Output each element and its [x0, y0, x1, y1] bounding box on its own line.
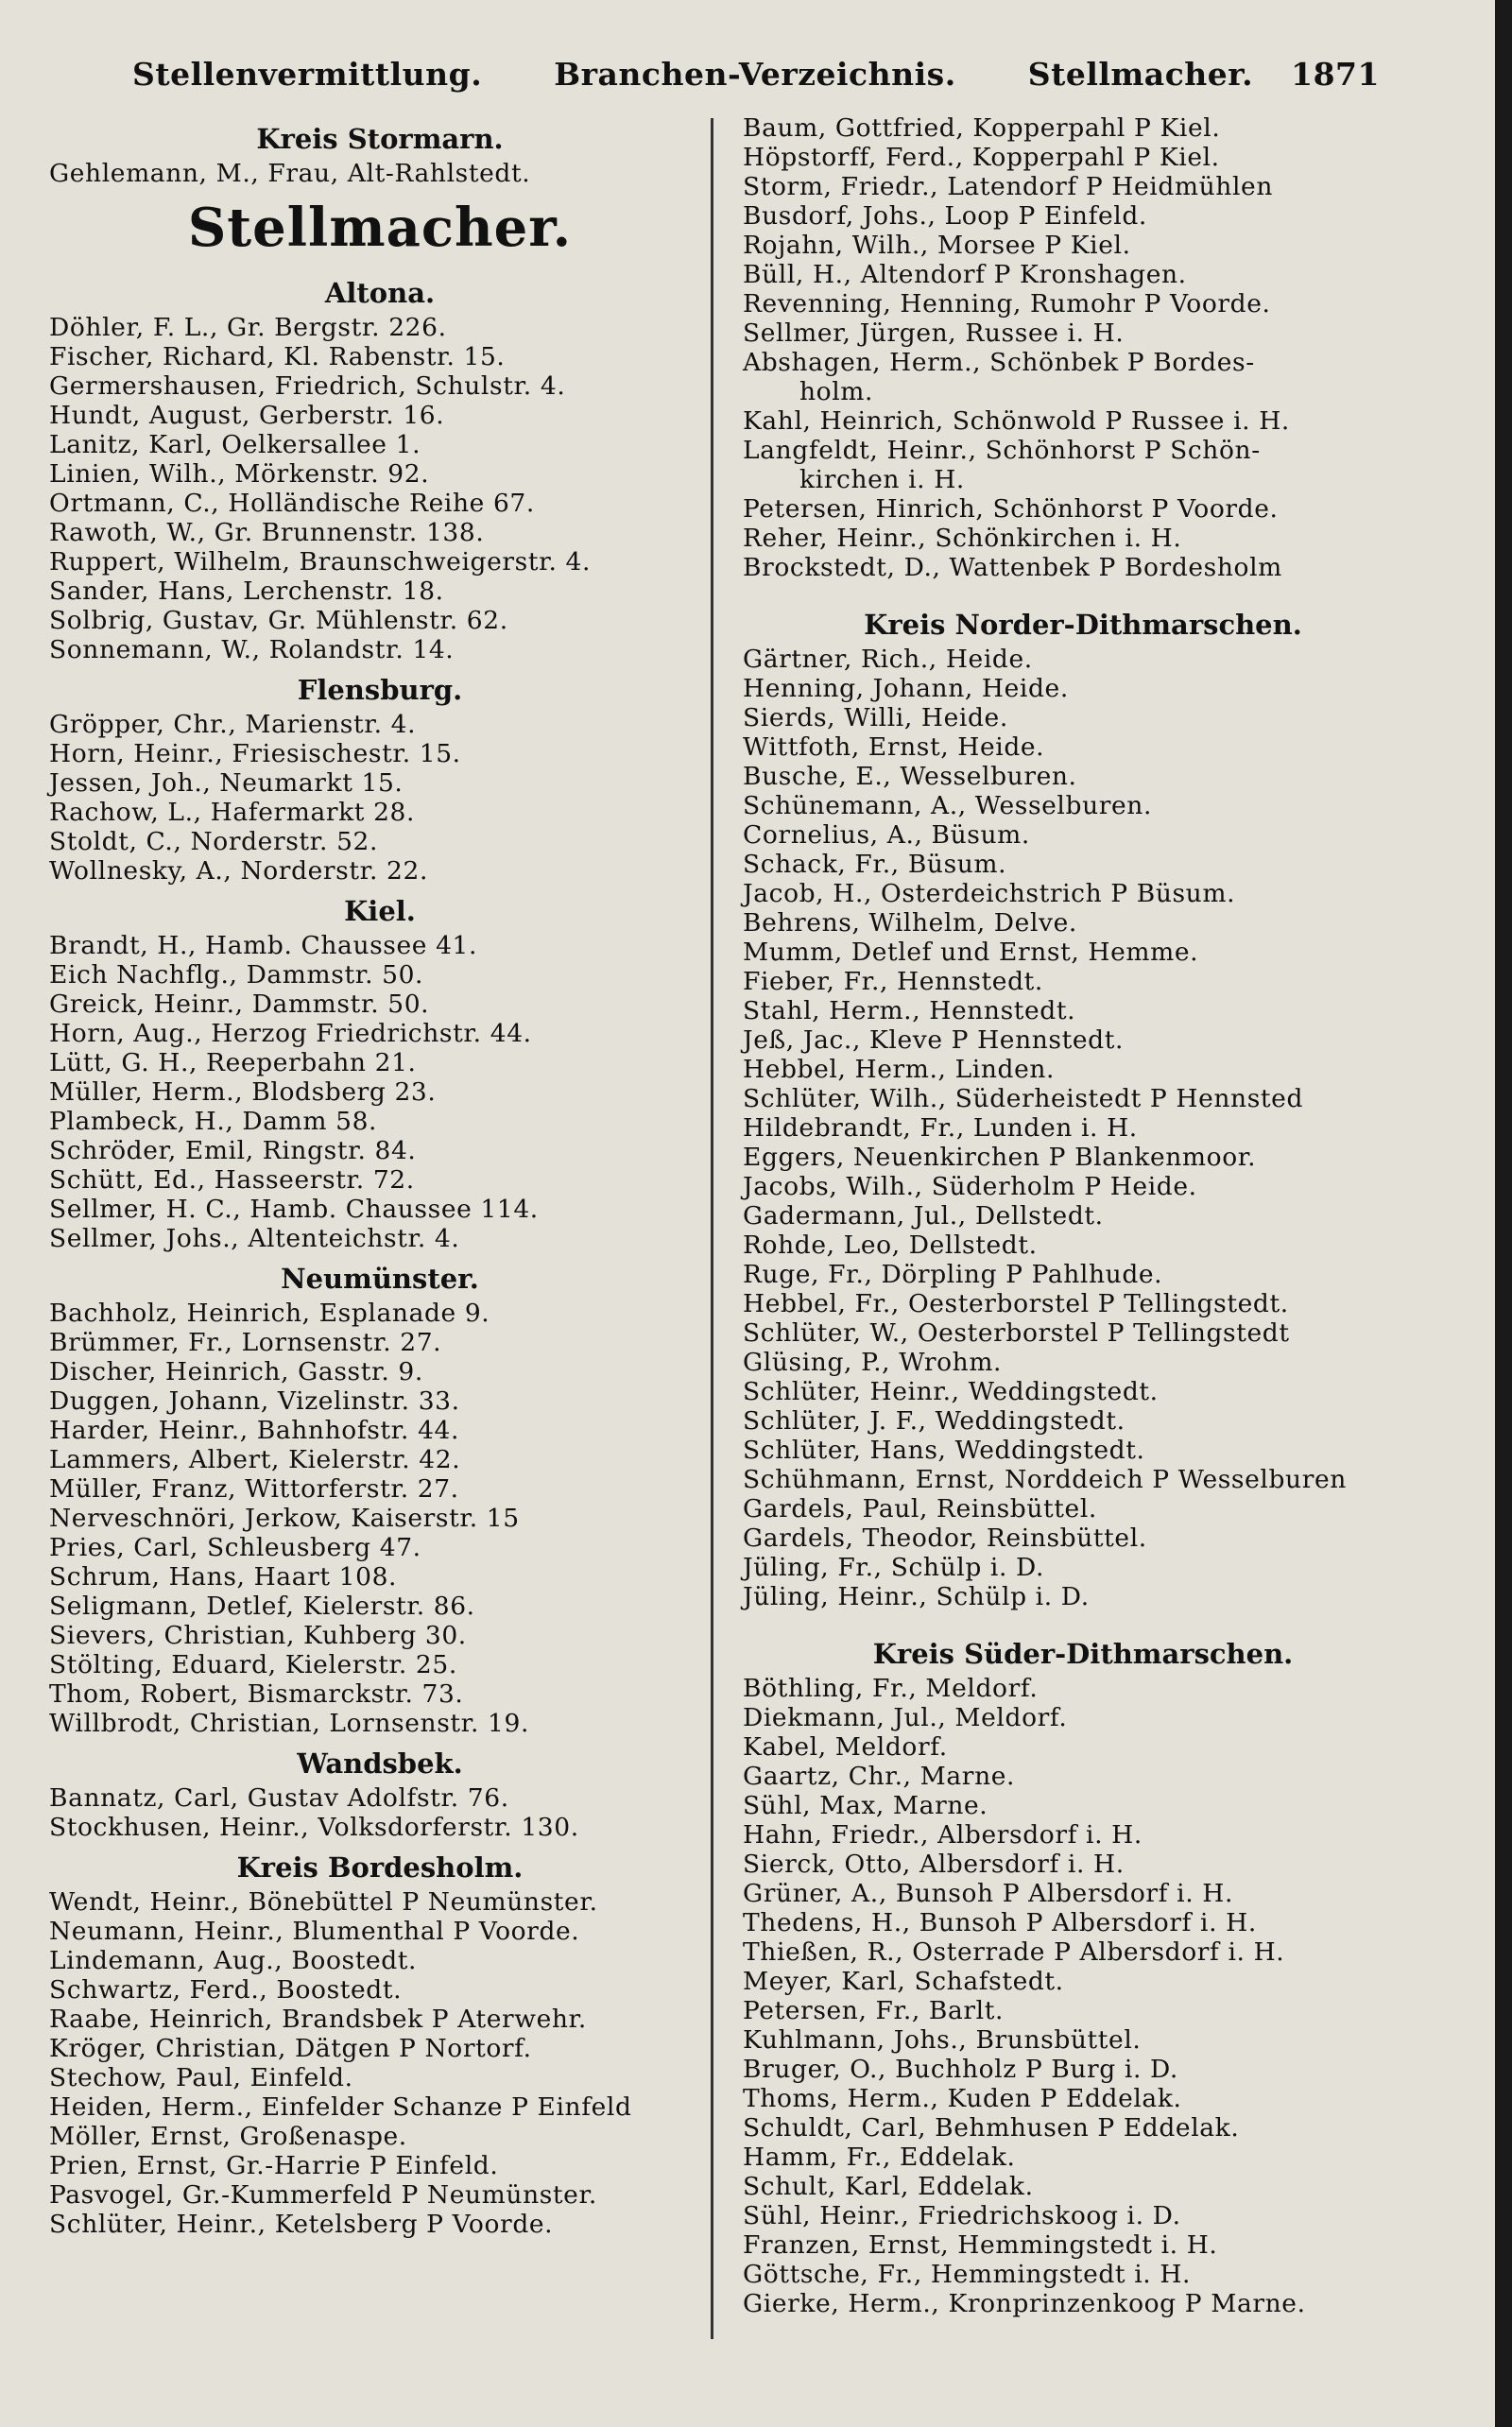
directory-entry: Sellmer, Johs., Altenteichstr. 4.	[49, 1224, 460, 1253]
section-title: Neumünster.	[281, 1263, 479, 1295]
directory-entry: Hebbel, Herm., Linden.	[743, 1055, 1056, 1084]
directory-entry: Thoms, Herm., Kuden P Eddelak.	[743, 2084, 1182, 2113]
directory-entry: Schwartz, Ferd., Boostedt.	[49, 1975, 403, 2005]
directory-entry: Böthling, Fr., Meldorf.	[743, 1674, 1039, 1703]
directory-entry: Linien, Wilh., Mörkenstr. 92.	[49, 459, 430, 489]
directory-entry: Sühl, Heinr., Friedrichskoog i. D.	[743, 2201, 1181, 2230]
directory-entry: Sellmer, H. C., Hamb. Chaussee 114.	[49, 1195, 539, 1224]
directory-entry: Gehlemann, M., Frau, Alt-Rahlstedt.	[49, 159, 531, 188]
directory-entry: Thießen, R., Osterrade P Albersdorf i. H.	[743, 1937, 1285, 1967]
directory-entry: Bachholz, Heinrich, Esplanade 9.	[49, 1299, 490, 1328]
directory-entry: Möller, Ernst, Großenaspe.	[49, 2122, 407, 2151]
directory-entry: Brandt, H., Hamb. Chaussee 41.	[49, 931, 478, 960]
directory-entry: Hamm, Fr., Eddelak.	[743, 2143, 1016, 2172]
directory-entry: Glüsing, P., Wrohm.	[743, 1348, 1003, 1377]
directory-entry: Neumann, Heinr., Blumenthal P Voorde.	[49, 1917, 580, 1946]
directory-entry: Duggen, Johann, Vizelinstr. 33.	[49, 1386, 460, 1416]
directory-entry: Jessen, Joh., Neumarkt 15.	[49, 768, 404, 798]
directory-entry: Harder, Heinr., Bahnhofstr. 44.	[49, 1416, 460, 1445]
directory-entry: Schrum, Hans, Haart 108.	[49, 1562, 398, 1592]
directory-entry: Germershausen, Friedrich, Schulstr. 4.	[49, 371, 566, 401]
directory-entry: Bruger, O., Buchholz P Burg i. D.	[743, 2055, 1178, 2084]
directory-entry: Büll, H., Altendorf P Kronshagen.	[743, 260, 1187, 289]
directory-entry: Schlüter, Heinr., Weddingstedt.	[743, 1377, 1159, 1406]
directory-entry: Rojahn, Wilh., Morsee P Kiel.	[743, 231, 1131, 260]
directory-entry: Sander, Hans, Lerchenstr. 18.	[49, 577, 444, 606]
directory-entry: Revenning, Henning, Rumohr P Voorde.	[743, 289, 1271, 318]
header-section-title: Stellmacher.	[1027, 55, 1254, 93]
directory-entry: Rachow, L., Hafermarkt 28.	[49, 798, 416, 827]
directory-entry: Thedens, H., Bunsoh P Albersdorf i. H.	[743, 1908, 1257, 1937]
directory-entry: Ruge, Fr., Dörpling P Pahlhude.	[743, 1260, 1163, 1289]
directory-entry: Pasvogel, Gr.-Kummerfeld P Neumünster.	[49, 2180, 597, 2210]
entry-list	[49, 710, 711, 886]
directory-entry: Schühmann, Ernst, Norddeich P Wesselburen	[743, 1465, 1347, 1494]
directory-entry: Fischer, Richard, Kl. Rabenstr. 15.	[49, 342, 506, 371]
right-column	[743, 113, 1423, 2318]
directory-entry: Schünemann, A., Wesselburen.	[743, 791, 1152, 820]
directory-entry: Discher, Heinrich, Gasstr. 9.	[49, 1357, 423, 1386]
directory-entry: Gröpper, Chr., Marienstr. 4.	[49, 710, 417, 739]
directory-entry: Mumm, Detlef und Ernst, Hemme.	[743, 938, 1199, 967]
directory-entry: Willbrodt, Christian, Lornsenstr. 19.	[49, 1709, 529, 1738]
directory-entry: Schröder, Emil, Ringstr. 84.	[49, 1136, 417, 1165]
section-title: Altona.	[324, 277, 436, 309]
directory-entry: Stölting, Eduard, Kielerstr. 25.	[49, 1650, 457, 1679]
directory-entry: Gardels, Theodor, Reinsbüttel.	[743, 1523, 1147, 1553]
directory-entry: Langfeldt, Heinr., Schönhorst P Schön-	[743, 436, 1261, 465]
directory-entry: Brockstedt, D., Wattenbek P Bordesholm	[743, 553, 1282, 582]
directory-entry: Diekmann, Jul., Meldorf.	[743, 1703, 1068, 1732]
directory-entry: Schlüter, Hans, Weddingstedt.	[743, 1436, 1145, 1465]
directory-entry: Storm, Friedr., Latendorf P Heidmühlen	[743, 172, 1273, 201]
directory-entry: Baum, Gottfried, Kopperpahl P Kiel.	[743, 113, 1221, 143]
section-title: Kreis Bordesholm.	[236, 1851, 524, 1884]
directory-entry: Jacob, H., Osterdeichstrich P Büsum.	[743, 879, 1236, 908]
directory-entry: Reher, Heinr., Schönkirchen i. H.	[743, 524, 1182, 553]
directory-entry: Sonnemann, W., Rolandstr. 14.	[49, 635, 455, 664]
section-title: Kreis Süder-Dithmarschen.	[872, 1638, 1294, 1670]
directory-entry: Rawoth, W., Gr. Brunnenstr. 138.	[49, 518, 485, 547]
section-title: Kreis Stormarn.	[256, 123, 504, 155]
directory-entry: Gadermann, Jul., Dellstedt.	[743, 1201, 1104, 1231]
directory-entry: Kahl, Heinrich, Schönwold P Russee i. H.	[743, 406, 1290, 436]
directory-entry: Jeß, Jac., Kleve P Hennstedt.	[743, 1025, 1124, 1055]
section-title: Kreis Norder-Dithmarschen.	[864, 609, 1302, 641]
header-center: Branchen-Verzeichnis.	[554, 55, 956, 93]
section-title: Flensburg.	[297, 674, 463, 706]
directory-entry: Ortmann, C., Holländische Reihe 67.	[49, 489, 535, 518]
header-left: Stellenvermittlung.	[132, 55, 483, 93]
directory-entry: Jüling, Fr., Schülp i. D.	[743, 1553, 1044, 1582]
section-spacer	[743, 1611, 1423, 1628]
directory-entry: Gardels, Paul, Reinsbüttel.	[743, 1494, 1097, 1523]
directory-entry: Bannatz, Carl, Gustav Adolfstr. 76.	[49, 1783, 509, 1813]
directory-entry: Hundt, August, Gerberstr. 16.	[49, 401, 445, 430]
directory-entry: Abshagen, Herm., Schönbek P Bordes-	[743, 348, 1255, 377]
directory-entry: Lindemann, Aug., Boostedt.	[49, 1946, 418, 1975]
directory-entry: Seligmann, Detlef, Kielerstr. 86.	[49, 1592, 475, 1621]
section-title: Kiel.	[344, 895, 416, 927]
directory-entry: Raabe, Heinrich, Brandsbek P Aterwehr.	[49, 2005, 587, 2034]
directory-entry: Jüling, Heinr., Schülp i. D.	[743, 1582, 1090, 1611]
entry-list	[49, 1299, 711, 1738]
left-column	[49, 113, 711, 2239]
directory-entry: Pries, Carl, Schleusberg 47.	[49, 1533, 421, 1562]
directory-entry: Wendt, Heinr., Bönebüttel P Neumünster.	[49, 1887, 598, 1917]
directory-entry: Kabel, Meldorf.	[743, 1732, 948, 1762]
directory-entry: Sierck, Otto, Albersdorf i. H.	[743, 1850, 1125, 1879]
directory-entry: Prien, Ernst, Gr.-Harrie P Einfeld.	[49, 2151, 499, 2180]
main-title: Stellmacher.	[187, 197, 573, 259]
directory-entry: Sierds, Willi, Heide.	[743, 703, 1008, 732]
entry-list	[49, 1887, 711, 2239]
directory-entry: Lanitz, Karl, Oelkersallee 1.	[49, 430, 421, 459]
directory-entry: Schlüter, W., Oesterborstel P Tellingstedt	[743, 1318, 1290, 1348]
entry-list	[49, 931, 711, 1253]
directory-entry: Solbrig, Gustav, Gr. Mühlenstr. 62.	[49, 606, 508, 635]
directory-entry: Horn, Aug., Herzog Friedrichstr. 44.	[49, 1019, 532, 1048]
page-edge	[1495, 0, 1512, 2427]
column-divider	[711, 118, 713, 2339]
directory-entry: Schack, Fr., Büsum.	[743, 850, 1007, 879]
directory-entry: holm.	[799, 377, 874, 406]
directory-entry: Höpstorff, Ferd., Kopperpahl P Kiel.	[743, 143, 1220, 172]
directory-entry: Petersen, Fr., Barlt.	[743, 1996, 1005, 2025]
directory-entry: Müller, Franz, Wittorferstr. 27.	[49, 1474, 459, 1504]
directory-entry: Wittfoth, Ernst, Heide.	[743, 732, 1045, 762]
directory-entry: Lütt, G. H., Reeperbahn 21.	[49, 1048, 417, 1077]
directory-entry: Henning, Johann, Heide.	[743, 674, 1069, 703]
directory-entry: Stechow, Paul, Einfeld.	[49, 2063, 353, 2092]
directory-entry: Ruppert, Wilhelm, Braunschweigerstr. 4.	[49, 547, 591, 577]
directory-entry: Thom, Robert, Bismarckstr. 73.	[49, 1679, 464, 1709]
section-spacer	[743, 582, 1423, 599]
page-header	[132, 45, 1380, 102]
directory-entry: Grüner, A., Bunsoh P Albersdorf i. H.	[743, 1879, 1233, 1908]
directory-entry: Meyer, Karl, Schafstedt.	[743, 1967, 1064, 1996]
directory-entry: Lammers, Albert, Kielerstr. 42.	[49, 1445, 461, 1474]
section-title: Wandsbek.	[297, 1747, 463, 1780]
directory-entry: Cornelius, A., Büsum.	[743, 820, 1030, 850]
entry-list	[743, 1674, 1423, 2318]
directory-entry: Schuldt, Carl, Behmhusen P Eddelak.	[743, 2113, 1240, 2143]
directory-entry: Schlüter, J. F., Weddingstedt.	[743, 1406, 1125, 1436]
directory-entry: Nerveschnöri, Jerkow, Kaiserstr. 15	[49, 1504, 520, 1533]
directory-entry: kirchen i. H.	[799, 465, 965, 494]
directory-entry: Eich Nachflg., Dammstr. 50.	[49, 960, 424, 990]
directory-entry: Jacobs, Wilh., Süderholm P Heide.	[743, 1172, 1197, 1201]
entry-list	[743, 645, 1423, 1611]
directory-entry: Busche, E., Wesselburen.	[743, 762, 1077, 791]
entry-list	[49, 1783, 711, 1842]
directory-entry: Döhler, F. L., Gr. Bergstr. 226.	[49, 313, 447, 342]
directory-entry: Gierke, Herm., Kronprinzenkoog P Marne.	[743, 2289, 1306, 2318]
page-number: 1871	[1291, 55, 1380, 93]
directory-entry: Göttsche, Fr., Hemmingstedt i. H.	[743, 2260, 1192, 2289]
directory-entry: Kröger, Christian, Dätgen P Nortorf.	[49, 2034, 532, 2063]
directory-entry: Müller, Herm., Blodsberg 23.	[49, 1077, 437, 1107]
directory-entry: Franzen, Ernst, Hemmingstedt i. H.	[743, 2230, 1218, 2260]
directory-entry: Brümmer, Fr., Lornsenstr. 27.	[49, 1328, 442, 1357]
directory-entry: Sellmer, Jürgen, Russee i. H.	[743, 318, 1125, 348]
directory-entry: Sühl, Max, Marne.	[743, 1791, 988, 1820]
directory-entry: Hebbel, Fr., Oesterborstel P Tellingstedt.	[743, 1289, 1289, 1318]
directory-entry: Hildebrandt, Fr., Lunden i. H.	[743, 1113, 1138, 1143]
entry-list	[49, 313, 711, 664]
directory-entry: Schlüter, Heinr., Ketelsberg P Voorde.	[49, 2210, 554, 2239]
header-right	[1028, 56, 1380, 93]
directory-entry: Rohde, Leo, Dellstedt.	[743, 1231, 1038, 1260]
directory-entry: Sievers, Christian, Kuhberg 30.	[49, 1621, 467, 1650]
directory-entry: Stahl, Herm., Hennstedt.	[743, 996, 1076, 1025]
directory-entry: Hahn, Friedr., Albersdorf i. H.	[743, 1820, 1143, 1850]
directory-entry: Greick, Heinr., Dammstr. 50.	[49, 990, 430, 1019]
directory-entry: Fieber, Fr., Hennstedt.	[743, 967, 1043, 996]
directory-entry: Wollnesky, A., Norderstr. 22.	[49, 856, 428, 886]
directory-entry: Kuhlmann, Johs., Brunsbüttel.	[743, 2025, 1142, 2055]
directory-entry: Gaartz, Chr., Marne.	[743, 1762, 1016, 1791]
entry-list	[49, 159, 711, 188]
directory-entry: Plambeck, H., Damm 58.	[49, 1107, 378, 1136]
directory-entry: Stockhusen, Heinr., Volksdorferstr. 130.	[49, 1813, 579, 1842]
directory-entry: Schult, Karl, Eddelak.	[743, 2172, 1034, 2201]
directory-entry: Gärtner, Rich., Heide.	[743, 645, 1033, 674]
directory-entry: Busdorf, Johs., Loop P Einfeld.	[743, 201, 1147, 231]
directory-entry: Schütt, Ed., Hasseerstr. 72.	[49, 1165, 415, 1195]
directory-entry: Horn, Heinr., Friesischestr. 15.	[49, 739, 461, 768]
directory-entry: Heiden, Herm., Einfelder Schanze P Einfeld	[49, 2092, 632, 2122]
entry-list	[743, 113, 1423, 582]
directory-entry: Behrens, Wilhelm, Delve.	[743, 908, 1077, 938]
directory-entry: Stoldt, C., Norderstr. 52.	[49, 827, 379, 856]
directory-entry: Petersen, Hinrich, Schönhorst P Voorde.	[743, 494, 1279, 524]
directory-entry: Eggers, Neuenkirchen P Blankenmoor.	[743, 1143, 1257, 1172]
directory-entry: Schlüter, Wilh., Süderheistedt P Hennsted	[743, 1084, 1304, 1113]
